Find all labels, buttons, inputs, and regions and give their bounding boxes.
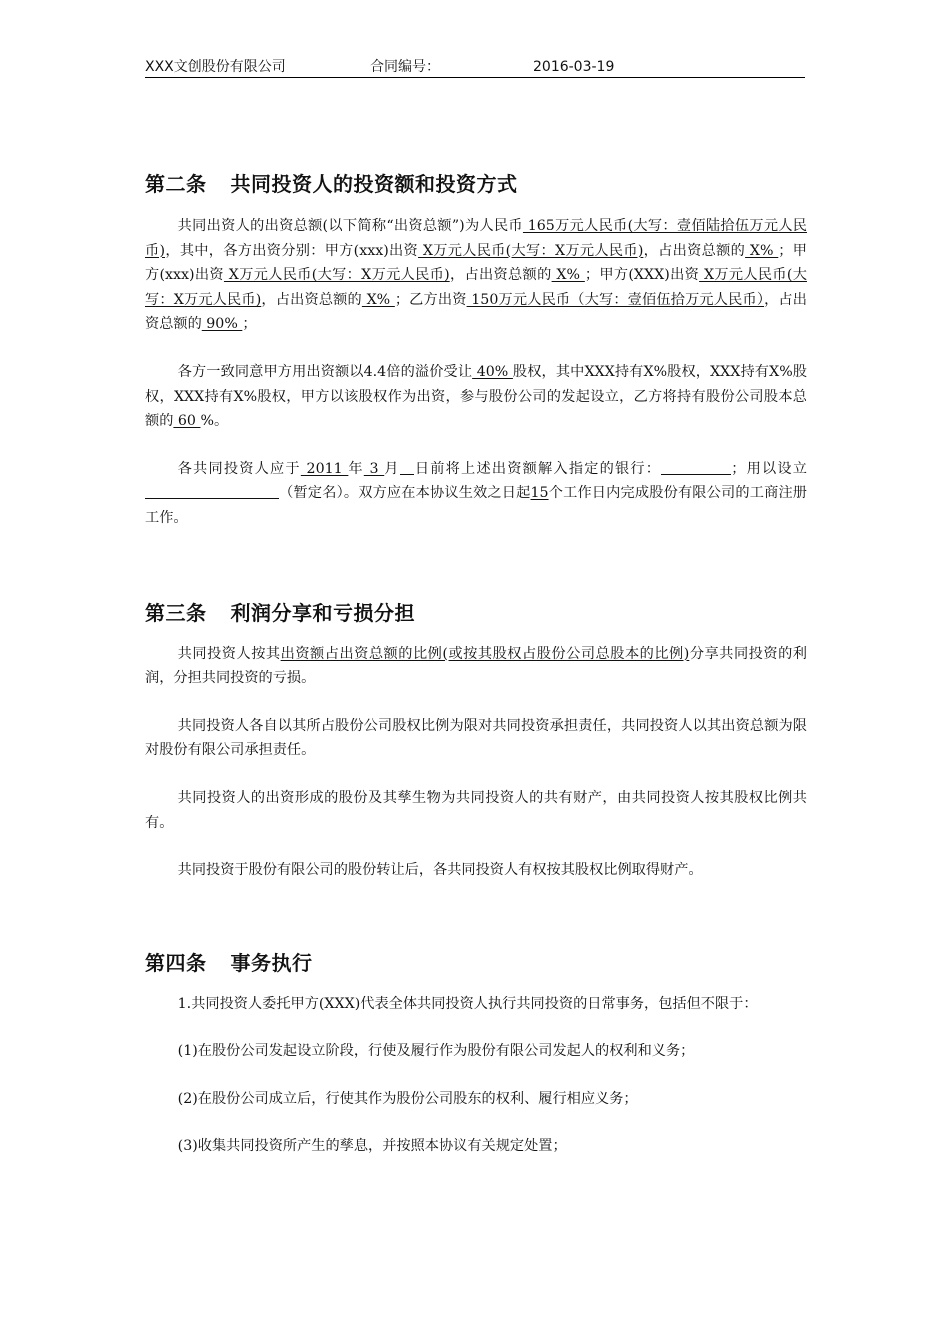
article3-heading [145,597,807,629]
article2-paragraph-2: 各方一致同意甲方用出资额以4.4倍的溢价受让 40% 股权，其中XXX持有X%股权，XXX持有X%股权，XXX持有X%股权，甲方以该股权作为出资，参与股份公司的发起设立，乙方将持有股份公司股本总额的 60 %。 [145,363,807,430]
article4-item-2: (2)在股份公司成立后，行使其作为股份公司股东的权利、履行相应义务； [177,1090,638,1107]
bank-blank [661,458,731,475]
article4-paragraph-1: 1.共同投资人委托甲方(XXX)代表全体共同投资人执行共同投资的日常事务，包括但不限于： [177,995,758,1012]
article4-item-1: (1)在股份公司发起设立阶段，行使及履行作为股份有限公司发起人的权利和义务； [177,1043,695,1060]
article3-paragraph-1: 共同投资人按其出资额占出资总额的比例(或按其股权占股份公司总股本的比例)分享共同投资的利润，分担共同投资的亏损。 [145,645,807,687]
document-body [145,168,807,1159]
article2-heading [145,168,807,200]
article3-number: 第三条 [145,600,207,625]
day-blank [400,458,414,475]
article3-paragraph-4: 共同投资于股份有限公司的股份转让后，各共同投资人有权按其股权比例取得财产。 [177,862,703,879]
article3-paragraph-3: 共同投资人的出资形成的股份及其孳生物为共同投资人的共有财产，由共同投资人按其股权比例共有。 [145,789,807,831]
article2-title: 共同投资人的投资额和投资方式 [230,172,518,196]
header-date: 2016-03-19 [533,59,615,75]
article4-title: 事务执行 [230,950,313,975]
article2-paragraph-3: 各共同投资人应于 2011 年 3 月 日前将上述出资额解入指定的银行： ；用以设立（暂定名）。双方应在本协议生效之日起15个工作日内完成股份有限公司的工商注册工作。 [145,457,807,531]
article2-paragraph-1: 共同出资人的出资总额(以下简称“出资总额”)为人民币 165万元人民币(大写：壹佰陆拾伍万元人民币)，其中，各方出资分别：甲方(xxx)出资 X万元人民币(大写：X万元人民币)，占出资总额的 X% ；甲方(xxx)出资 X万元人民币(大写：X万元人民币)，占出资总额的 X% ；甲方(XXX)出资 X万元人民币(大写：X万元人民币)，占出资总额的 X% ；乙方出资 150万元人民币（大写：壹佰伍拾万元人民币），占出资总额的 90% ； [145,218,807,333]
article4-heading [145,947,807,979]
article3-title: 利润分享和亏损分担 [230,600,415,625]
header-contract-no: 合同编号： [370,59,440,75]
page-header [145,57,805,78]
header-company: XXX文创股份有限公司 [145,59,286,75]
article4-number: 第四条 [145,950,207,975]
article2-number: 第二条 [145,172,207,196]
article3-paragraph-2: 共同投资人各自以其所占股份公司股权比例为限对共同投资承担责任，共同投资人以其出资总额为限对股份有限公司承担责任。 [145,717,807,759]
article4-item-3: (3)收集共同投资所产生的孳息，并按照本协议有关规定处置； [177,1138,567,1155]
company-name-blank [145,482,279,499]
